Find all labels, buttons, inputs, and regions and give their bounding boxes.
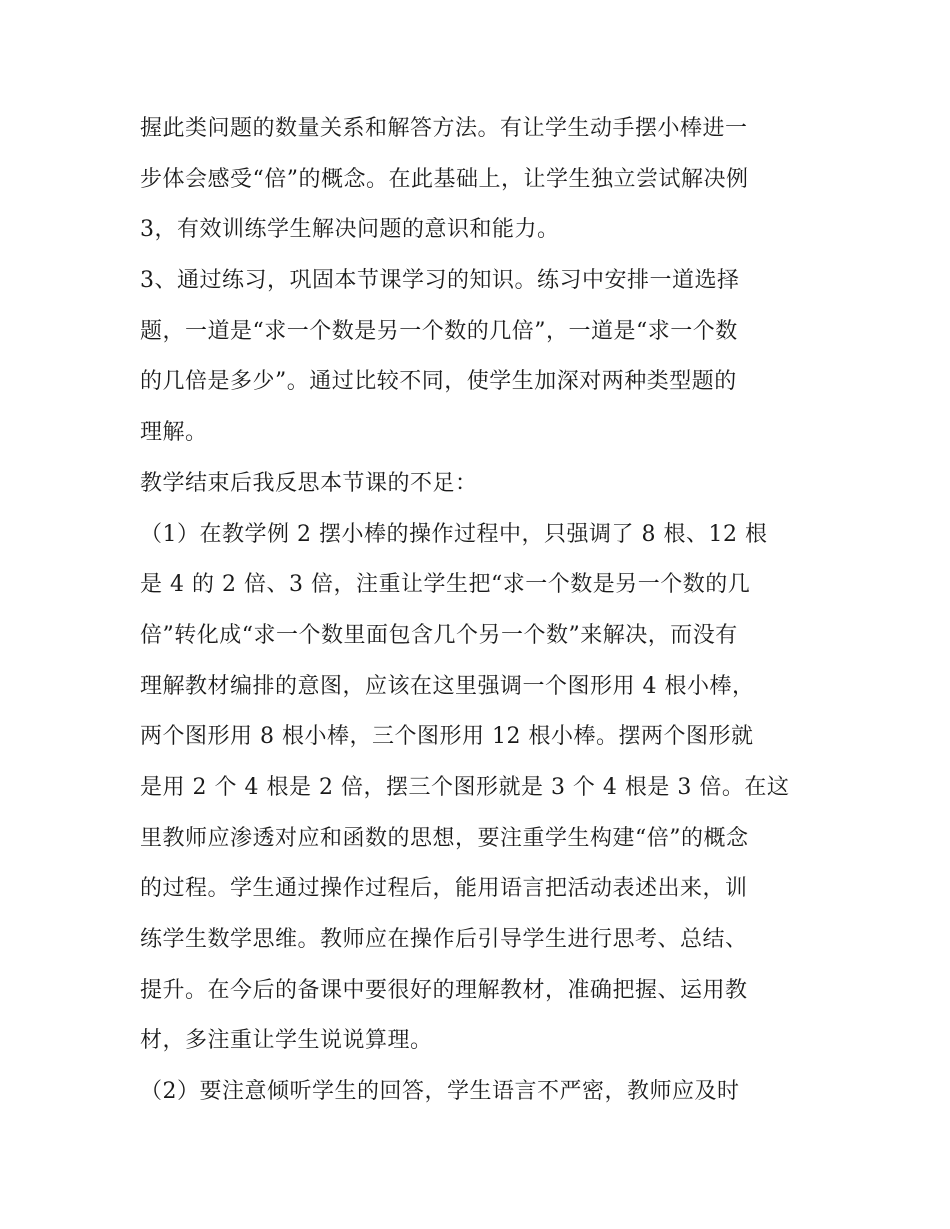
text-line: 握此类问题的数量关系和解答方法。有让学生动手摆小棒进一 xyxy=(140,116,748,141)
body-text xyxy=(140,104,820,1118)
text-line: 理解教材编排的意图，应该在这里强调一个图形用 4 根小棒， xyxy=(140,673,755,699)
text-line: 里教师应渗透对应和函数的思想，要注重学生构建“倍”的概念 xyxy=(140,825,749,851)
text-line: 练学生数学思维。教师应在操作后引导学生进行思考、总结、 xyxy=(140,927,748,952)
text-line: 是 4 的 2 倍、3 倍，注重让学生把“求一个数是另一个数的几 xyxy=(140,572,751,598)
text-line: 两个图形用 8 根小棒，三个图形用 12 根小棒。摆两个图形就 xyxy=(140,724,754,750)
text-line: 是用 2 个 4 根是 2 倍，摆三个图形就是 3 个 4 根是 3 倍。在这 xyxy=(140,774,790,800)
text-line: 材，多注重让学生说说算理。 xyxy=(140,1028,433,1054)
text-line: 倍”转化成“求一个数里面包含几个另一个数”来解决，而没有 xyxy=(140,622,738,648)
text-line: （1）在教学例 2 摆小棒的操作过程中，只强调了 8 根、12 根 xyxy=(140,521,768,547)
text-line: （2）要注意倾听学生的回答，学生语言不严密，教师应及时 xyxy=(140,1079,740,1105)
text-line: 步体会感受“倍”的概念。在此基础上，让学生独立尝试解决例 xyxy=(140,166,749,192)
text-line: 题，一道是“求一个数是另一个数的几倍”，一道是“求一个数 xyxy=(140,318,738,344)
text-line: 提升。在今后的备课中要很好的理解教材，准确把握、运用教 xyxy=(140,977,748,1003)
text-line: 3、通过练习，巩固本节课学习的知识。练习中安排一道选择 xyxy=(140,268,740,294)
text-line: 的过程。学生通过操作过程后，能用语言把活动表述出来，训 xyxy=(140,876,748,902)
text-line: 教学结束后我反思本节课的不足： xyxy=(140,470,478,496)
text-line: 的几倍是多少”。通过比较不同，使学生加深对两种类型题的 xyxy=(140,369,737,395)
text-line: 理解。 xyxy=(140,420,208,446)
text-line: 3，有效训练学生解决问题的意识和能力。 xyxy=(140,217,560,243)
